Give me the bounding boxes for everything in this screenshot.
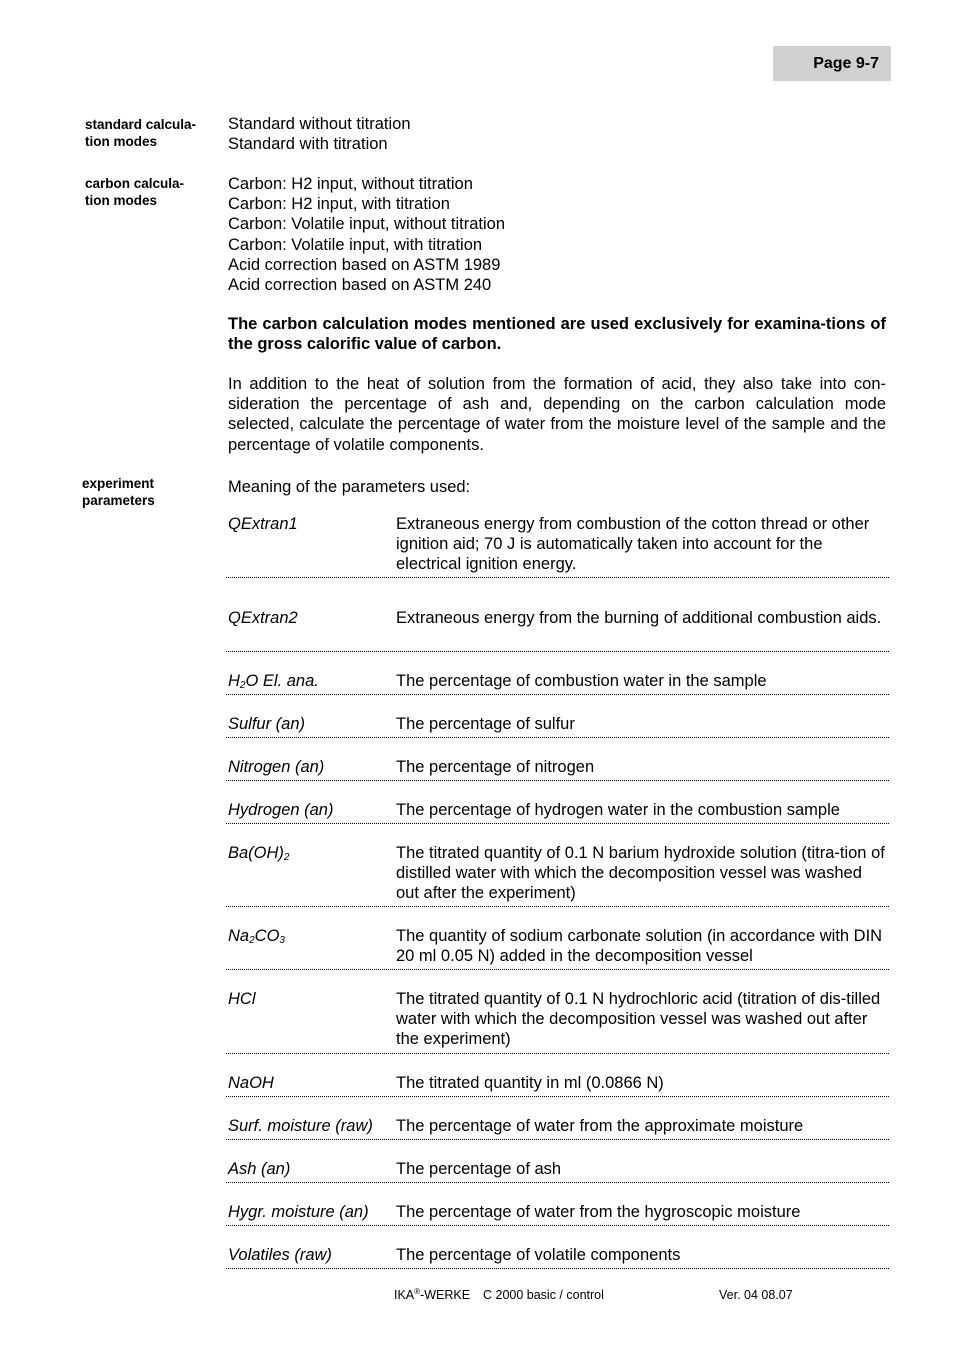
side-label-standard [85, 116, 220, 150]
footer-product: C 2000 basic / control [483, 1288, 604, 1302]
table-row [226, 1202, 889, 1226]
param-desc: The percentage of water from the hygroscopic moisture [396, 1203, 801, 1221]
param-name [226, 926, 396, 968]
list-item: Carbon: H2 input, without titration [228, 175, 473, 193]
param-name: NaOH [228, 1074, 274, 1092]
param-name: Ash (an) [228, 1160, 291, 1178]
param-name: QExtran2 [228, 609, 298, 627]
list-item: Carbon: Volatile input, without titration [228, 215, 505, 234]
list-item: Acid correction based on ASTM 1989 [228, 255, 501, 274]
table-row [226, 714, 889, 738]
param-desc: The percentage of volatile components [396, 1246, 681, 1264]
name-part: Ba(OH) [228, 844, 284, 862]
list-item: Standard with titration [228, 135, 388, 154]
table-row [226, 926, 889, 970]
side-label-line: parameters [82, 493, 155, 508]
side-label-line: tion modes [85, 134, 158, 149]
carbon-note: The carbon calculation modes mentioned are used exclusively for examina-tions of the gross calorific value of carbon. [228, 315, 886, 354]
table-row [226, 843, 889, 907]
parameters-table [226, 514, 889, 1269]
param-desc: The quantity of sodium carbonate solution (in accordance with DIN 20 ml 0.05 N) added in the decomposition vessel [396, 927, 883, 966]
table-row [226, 1245, 889, 1269]
param-desc: The percentage of water from the approximate moisture [396, 1117, 804, 1135]
table-row [226, 1116, 889, 1140]
side-label-experiment [82, 475, 217, 509]
param-name: QExtran1 [228, 515, 298, 533]
param-desc: The percentage of sulfur [396, 715, 575, 733]
list-item: Acid correction based on ASTM 240 [228, 276, 492, 295]
name-part: CO [254, 927, 280, 945]
param-desc: The percentage of nitrogen [396, 758, 595, 776]
param-desc: The titrated quantity of 0.1 N barium hydroxide solution (titra-tion of distilled water with which the decomposition vessel was washed out after the experiment) [396, 844, 885, 903]
registered-mark: ® [414, 1287, 421, 1296]
table-row [226, 989, 889, 1054]
table-row [226, 800, 889, 824]
param-name [226, 671, 396, 693]
table-row [226, 514, 889, 578]
param-name: HCl [228, 990, 256, 1008]
page-number-badge [773, 46, 891, 81]
list-item: Carbon: Volatile input, with titration [228, 235, 483, 254]
param-name: Volatiles (raw) [228, 1246, 332, 1264]
brand-name: IKA [394, 1288, 415, 1302]
brand-suffix: -WERKE [420, 1288, 471, 1302]
param-desc: Extraneous energy from the burning of additional combustion aids. [396, 609, 882, 627]
standard-modes-list [228, 114, 886, 154]
side-label-line: tion modes [85, 193, 158, 208]
name-part: H [228, 672, 240, 690]
param-desc: The titrated quantity of 0.1 N hydrochloric acid (titration of dis-tilled water with which the decomposition vessel was washed out after the experiment) [396, 990, 881, 1049]
table-row [226, 671, 889, 695]
footer-version: Ver. 04 08.07 [719, 1288, 793, 1302]
side-label-line: standard calcula- [85, 117, 197, 132]
param-name [226, 843, 396, 905]
carbon-modes-list [228, 174, 886, 295]
page-number: Page 9-7 [813, 54, 879, 72]
carbon-paragraph: In addition to the heat of solution from the formation of acid, they also take into con-sideration the percentage of ash and, depending on the carbon calculation mode selected, calculate the percentage of water from the moisture level of the sample and the percentage of volatile components. [228, 375, 886, 454]
table-row [226, 1073, 889, 1097]
name-part: O El. ana. [245, 672, 319, 690]
param-desc: The percentage of hydrogen water in the combustion sample [396, 801, 840, 819]
param-name: Surf. moisture (raw) [228, 1117, 373, 1135]
param-name: Nitrogen (an) [228, 758, 325, 776]
param-name: Hygr. moisture (an) [228, 1203, 369, 1221]
param-desc: The percentage of ash [396, 1160, 562, 1178]
list-item: Standard without titration [228, 115, 411, 133]
name-part: Na [228, 927, 250, 945]
footer-brand [394, 1288, 470, 1302]
name-subscript: 3 [279, 935, 285, 946]
side-label-line: experiment [82, 476, 155, 491]
param-desc: The titrated quantity in ml (0.0866 N) [396, 1074, 664, 1092]
table-row [226, 757, 889, 781]
table-row [226, 1159, 889, 1183]
table-row [226, 608, 889, 652]
param-desc: The percentage of combustion water in the sample [396, 672, 767, 690]
name-subscript: 2 [239, 680, 246, 691]
name-subscript: 2 [283, 852, 290, 863]
parameters-intro: Meaning of the parameters used: [228, 478, 471, 496]
side-label-carbon [85, 175, 220, 209]
name-subscript: 2 [249, 935, 255, 946]
param-desc: Extraneous energy from combustion of the cotton thread or other ignition aid; 70 J is automatically taken into account for the electrical ignition energy. [396, 515, 870, 574]
param-name: Sulfur (an) [228, 715, 306, 733]
list-item: Carbon: H2 input, with titration [228, 195, 450, 214]
side-label-line: carbon calcula- [85, 176, 185, 191]
param-name: Hydrogen (an) [228, 801, 334, 819]
